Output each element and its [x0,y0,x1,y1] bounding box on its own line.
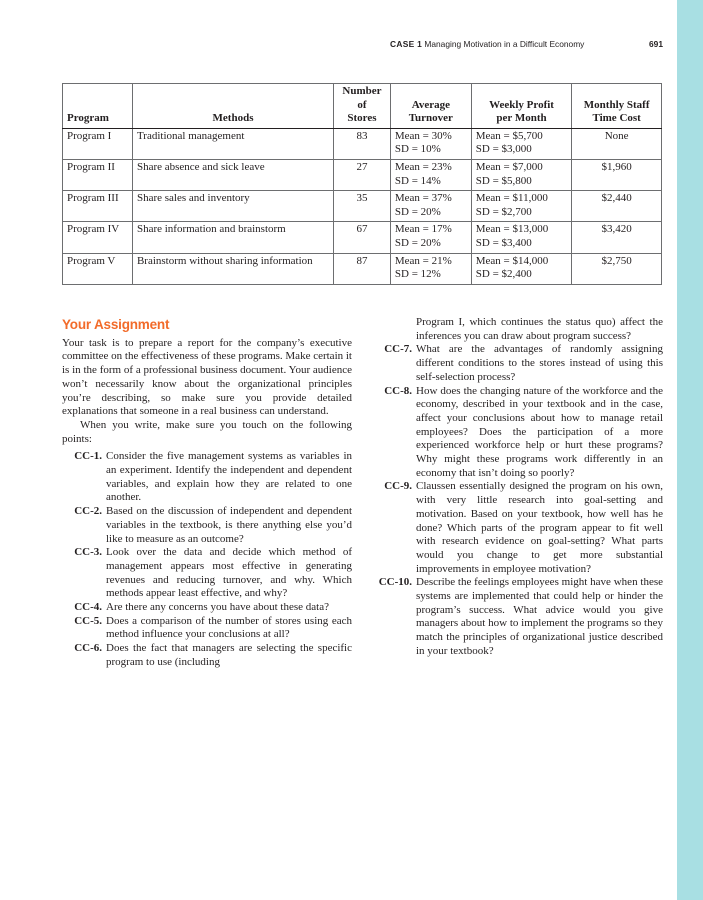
cell-turnover: Mean = 21% SD = 12% [390,253,471,284]
case-title: Managing Motivation in a Difficult Economy [424,39,585,49]
question-number: CC-3. [74,546,102,559]
cell-program: Program I [63,128,133,159]
cell-stores: 83 [334,128,391,159]
question-item [62,546,352,601]
case-label: CASE 1 [390,39,423,49]
question-number: CC-7. [384,343,412,356]
table-header-row [63,84,662,129]
question-item [372,480,663,576]
question-number: CC-6. [74,642,102,655]
cell-program: Program IV [63,222,133,253]
question-text: How does the changing nature of the workforce and the economy, described in your textbook and in the case, affect your conclusions about how to manage retail employees? Does the participation of a more experienced workforce help or hurt these programs? Why might these programs work differently in an economy that isn’t doing so poorly? [416,384,663,479]
question-continuation: Program I, which continues the status quo) affect the inferences you can draw about program success? [416,316,663,342]
question-number: CC-1. [74,450,102,463]
cell-stores: 87 [334,253,391,284]
question-item [62,601,352,615]
question-item [62,450,352,505]
right-column [372,316,663,659]
question-number: CC-9. [384,480,412,493]
question-text: Consider the five management systems as variables in an experiment. Identify the independent and dependent variables, and explain how they are related to one another. [106,450,352,504]
question-text: Based on the discussion of independent and dependent variables in the textbook, is there anything else you’d like to measure as an outcome? [106,505,352,545]
header-methods: Methods [132,84,333,129]
question-item [62,615,352,642]
cell-cost: $2,440 [572,191,662,222]
question-number: CC-8. [384,384,412,397]
question-number: CC-2. [74,505,102,518]
question-text: What are the advantages of randomly assigning different conditions to the stores instead of using this self-selection process? [416,343,663,383]
question-text: Look over the data and decide which method of management appears most effective in generating revenues and reducing turnover, and why. Which methods appear least effective, and why? [106,546,352,600]
cell-profit: Mean = $5,700 SD = $3,000 [471,128,572,159]
question-number: CC-10. [378,576,412,589]
table-row [63,222,662,253]
assignment-heading: Your Assignment [62,317,170,332]
question-text: Does a comparison of the number of stores using each method influence your conclusions at all? [106,614,352,641]
header-profit: Weekly Profit per Month [471,84,572,129]
cell-program: Program II [63,159,133,190]
table-row [63,159,662,190]
question-item [62,505,352,546]
header-turnover: Average Turnover [390,84,471,129]
cell-program: Program V [63,253,133,284]
cell-program: Program III [63,191,133,222]
cell-methods: Share sales and inventory [132,191,333,222]
question-item [372,343,663,384]
question-item [372,576,663,658]
question-number: CC-5. [74,614,102,627]
table-row [63,253,662,284]
question-text: Are there any concerns you have about these data? [106,601,329,614]
question-text: Claussen essentially designed the program on his own, with very little research into goal-setting and motivation. Based on your textbook, how well has he done? Which parts of the program appear to fit well with research evidence on goal-setting? What parts would you change to get more substantial improvements in employee motivation? [416,480,663,575]
assignment-touch-on: When you write, make sure you touch on the following points: [62,418,352,445]
question-item [62,642,352,669]
cell-turnover: Mean = 37% SD = 20% [390,191,471,222]
table-row [63,191,662,222]
cell-cost: $1,960 [572,159,662,190]
cell-profit: Mean = $13,000 SD = $3,400 [471,222,572,253]
page-number: 691 [649,39,663,49]
cell-profit: Mean = $11,000 SD = $2,700 [471,191,572,222]
cell-methods: Share information and brainstorm [132,222,333,253]
assignment-intro: Your task is to prepare a report for the company’s executive committee on the effectiveness of these programs. Make certain it is in the form of a professional business document. Your audience won’t necessarily know about the organizational principles you’re describing, so make sure you provide detailed explanations that someone in a real business can understand. [62,336,352,418]
cell-profit: Mean = $7,000 SD = $5,800 [471,159,572,190]
program-results-table [62,83,662,285]
page-edge-band [677,0,703,900]
running-head [390,39,663,49]
cell-cost: None [572,128,662,159]
question-text: Describe the feelings employees might have when these systems are implemented that could help or hinder the program’s success. What advice would you give managers about how to implement the programs so they match the principles of organizational justice described in your textbook? [416,576,663,657]
question-text: Does the fact that managers are selecting the specific program to use (including [106,642,352,668]
cell-stores: 35 [334,191,391,222]
cell-turnover: Mean = 17% SD = 20% [390,222,471,253]
table-row [63,128,662,159]
cell-turnover: Mean = 23% SD = 14% [390,159,471,190]
question-item [372,385,663,481]
cell-cost: $3,420 [572,222,662,253]
header-cost: Monthly Staff Time Cost [572,84,662,129]
cell-methods: Share absence and sick leave [132,159,333,190]
header-program: Program [63,84,133,129]
left-column [62,316,352,670]
cell-methods: Brainstorm without sharing information [132,253,333,284]
cell-stores: 67 [334,222,391,253]
cell-cost: $2,750 [572,253,662,284]
cell-turnover: Mean = 30% SD = 10% [390,128,471,159]
header-stores: Number of Stores [334,84,391,129]
question-number: CC-4. [74,601,102,614]
cell-stores: 27 [334,159,391,190]
cell-profit: Mean = $14,000 SD = $2,400 [471,253,572,284]
cell-methods: Traditional management [132,128,333,159]
